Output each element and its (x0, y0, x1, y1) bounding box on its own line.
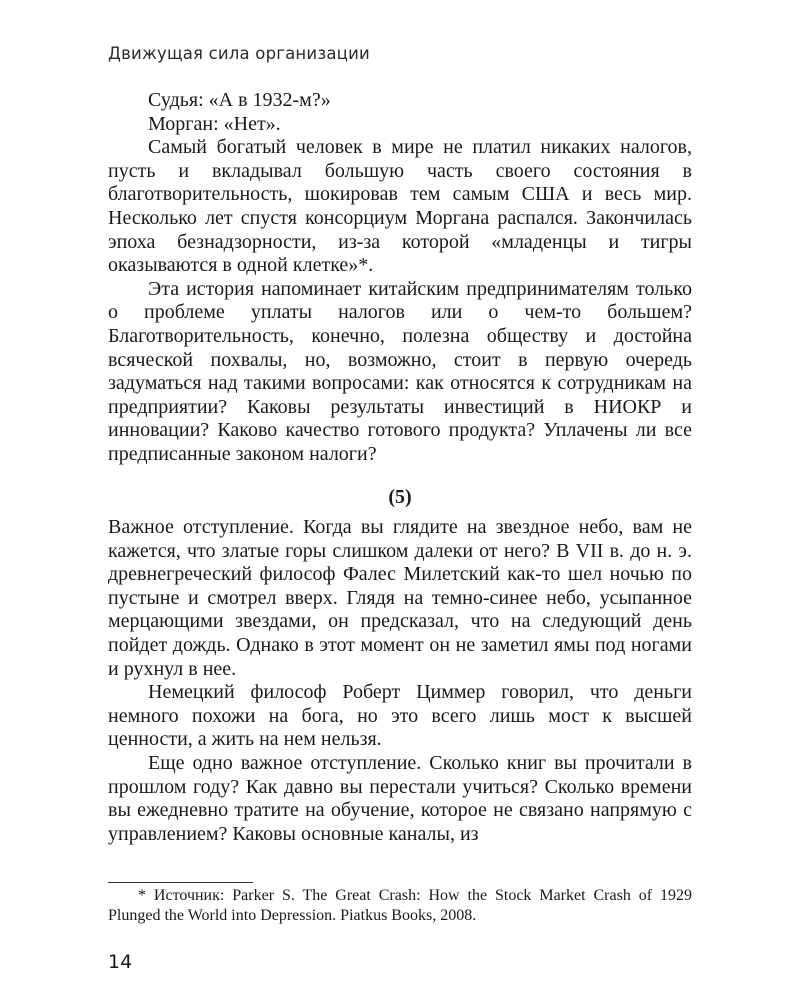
paragraph-richest-man: Самый богатый человек в мире не платил никаких налогов, пусть и вкладывал большую часть своего состояния в благотворительность, шокировав тем самым США и весь мир. Несколько лет спустя консорциум Моргана распался. Закончилась эпоха безнадзорности, из-за которой «младенцы и тигры оказываются в одной клетке»*. (108, 136, 692, 277)
running-head: Движущая сила организации (108, 44, 370, 63)
paragraph-digression-stars: Важное отступление. Когда вы глядите на звездное небо, вам не кажется, что златые горы слишком далеки от него? В VII в. до н. э. древнегреческий философ Фалес Милетский как-то шел ночью по пустыне и смотрел вверх. Глядя на темно-синее небо, усыпанное мерцающими звездами, он предсказал, что на следующий день пойдет дождь. Однако в этот момент он не заметил ямы под ногами и рухнул в нее. (108, 516, 692, 680)
paragraph-digression-books: Еще одно важное отступление. Сколько книг вы прочитали в прошлом году? Как давно вы перестали учиться? Сколько времени вы ежедневно тратите на обучение, которое не связано напрямую с управлением? Каковы основные каналы, из (108, 751, 692, 845)
footnote: * Источник: Parker S. The Great Crash: How the Stock Market Crash of 1929 Plunged the World into Depression. Piatkus Books, 2008. (108, 887, 692, 924)
paragraph-morgan-answer: Морган: «Нет». (148, 112, 281, 135)
body-text-bottom (108, 516, 692, 846)
body-text-top (108, 89, 692, 467)
page-number: 14 (108, 951, 133, 973)
paragraph-judge-question: Судья: «А в 1932-м?» (148, 89, 331, 111)
paragraph-story-reminds: Эта история напоминает китайским предпринимателям только о проблеме уплаты налогов или о чем-то большем? Благотворительность, конечно, полезна обществу и достойна всяческой похвалы, но, возможно, стоит в первую очередь задуматься над такими вопросами: как относятся к сотрудникам на предприятии? Каковы результаты инвестиций в НИОКР и инновации? Каково качество готового продукта? Уплачены ли все предписанные законом налоги? (108, 277, 692, 465)
paragraph-zimmer: Немецкий философ Роберт Циммер говорил, что деньги немного похожи на бога, но это всего лишь мост к высшей ценности, а жить на нем нельзя. (108, 681, 692, 751)
footnote-rule (108, 882, 253, 883)
section-heading: (5) (388, 486, 412, 508)
